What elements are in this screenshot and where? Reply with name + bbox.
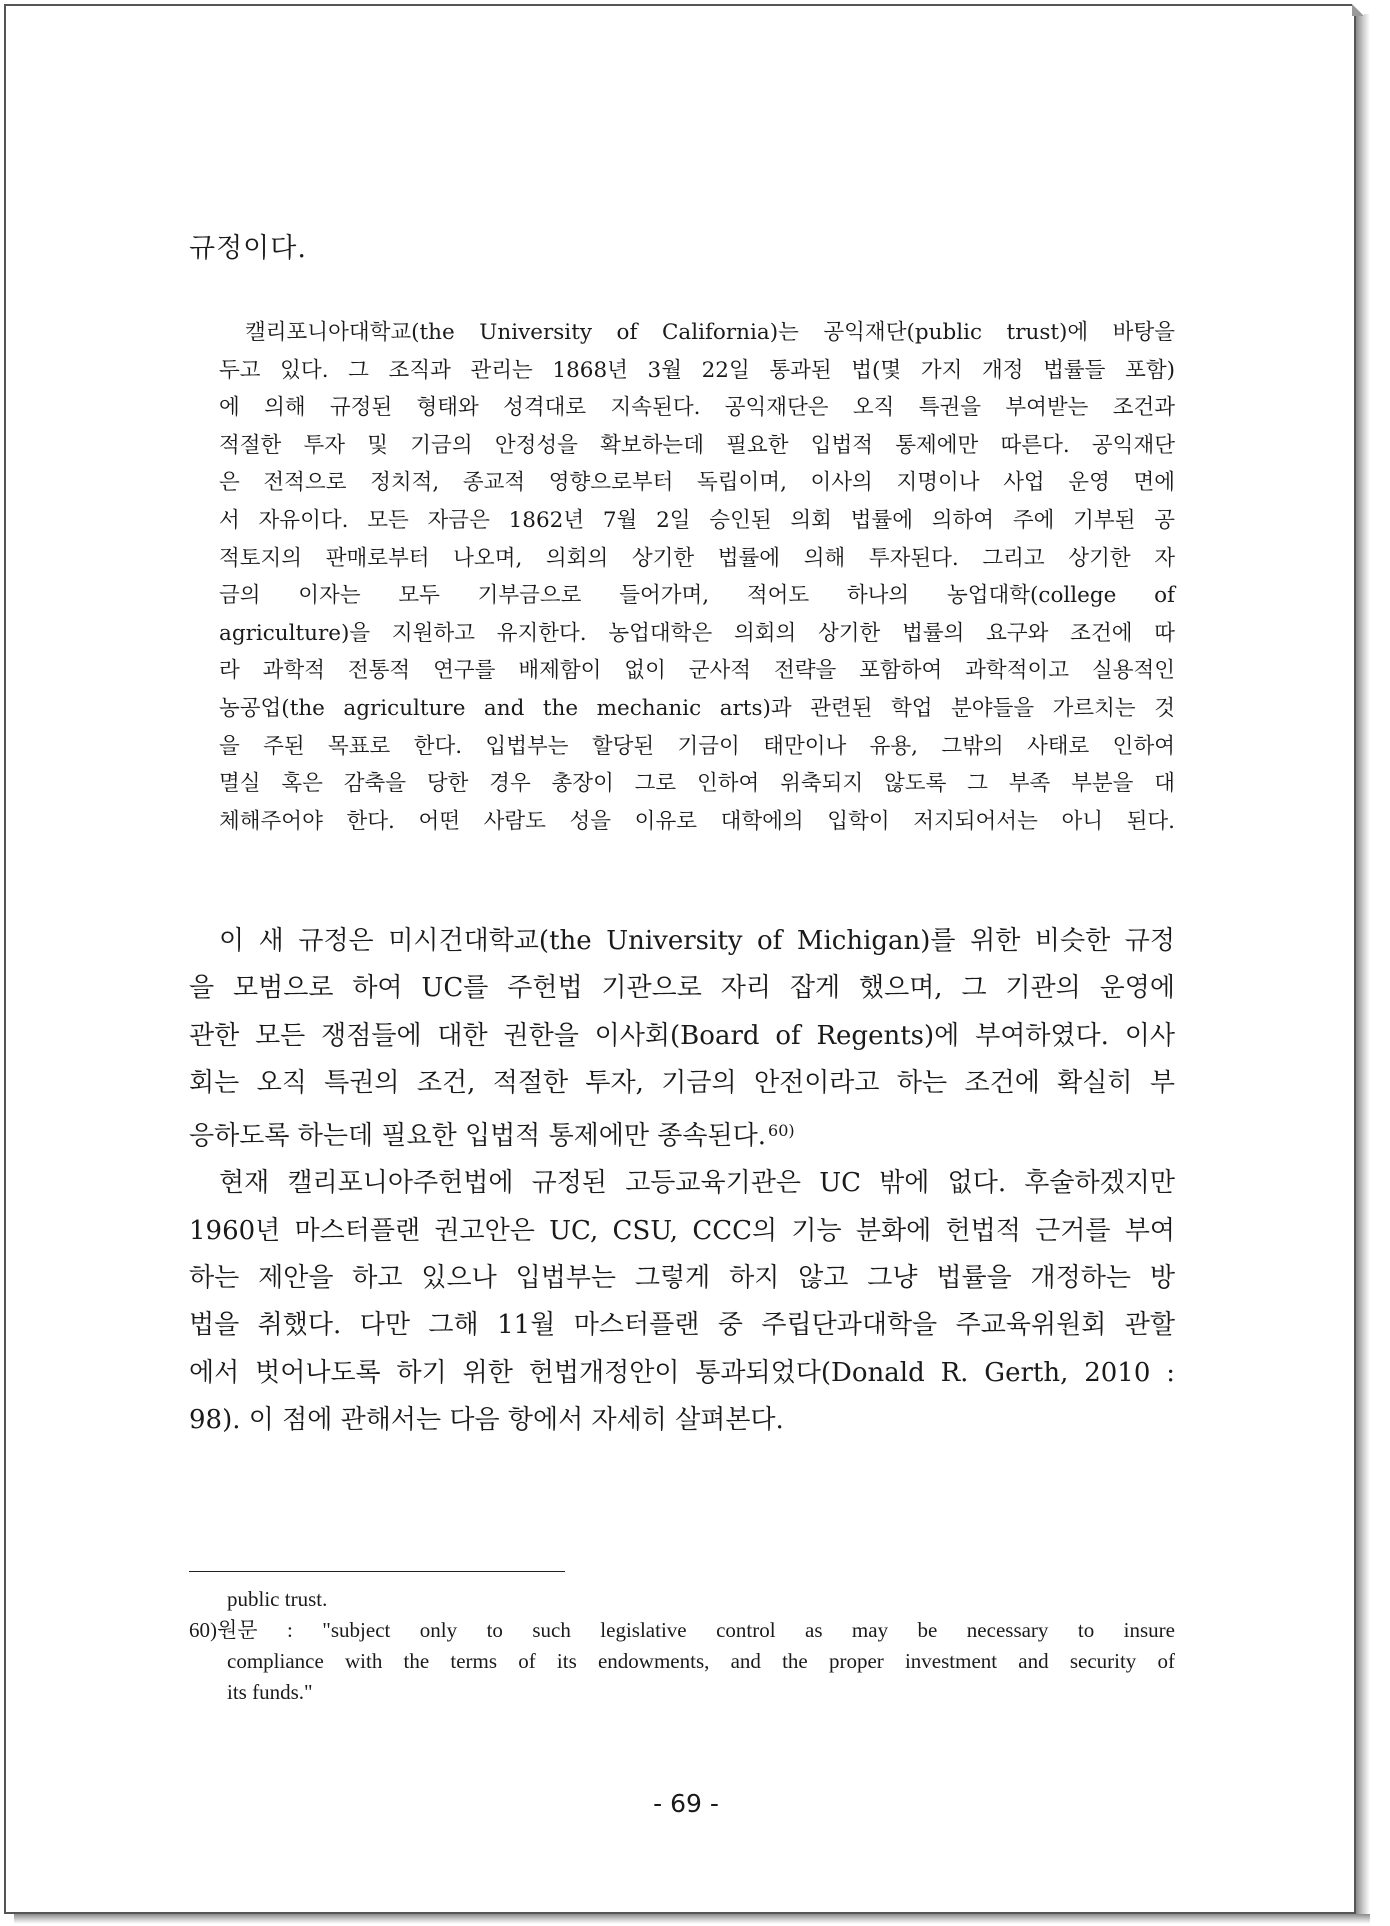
footnote-line: its funds." (227, 1680, 313, 1704)
page-corner-fold (1352, 4, 1364, 16)
footnotes (189, 1584, 1175, 1708)
quote-line: 을 주된 목표로 한다. 입법부는 할당된 기금이 태만이나 유용, 그밖의 사태로 인하여 (219, 733, 1175, 759)
body-line: 이 새 규정은 미시건대학교(the University of Michigan)를 위한 비슷한 규정 (219, 926, 1175, 956)
footnote-text: "subject only to such legislative control as may be necessary to insure (322, 1618, 1175, 1642)
body-line: 을 모범으로 하여 UC를 주헌법 기관으로 자리 잡게 했으며, 그 기관의 운영에 (189, 973, 1175, 1004)
quote-line: 체해주어야 한다. 어떤 사람도 성을 이유로 대학에의 입학이 저지되어서는 아니 된다. (219, 808, 1175, 834)
footnote-line: compliance with the terms of its endowments, and the proper investment and security of (227, 1649, 1175, 1673)
body-line-text: 응하도록 하는데 필요한 입법적 통제에만 종속된다. (189, 1121, 767, 1152)
quote-line: 캘리포니아대학교(the University of California)는 공익재단(public trust)에 바탕을 (245, 320, 1175, 345)
footnote-label: 60)원문 : (189, 1618, 323, 1642)
quote-line: 라 과학적 전통적 연구를 배제함이 없이 군사적 전략을 포함하여 과학적이고 실용적인 (219, 658, 1175, 684)
body-line: 하는 제안을 하고 있으나 입법부는 그렇게 하지 않고 그냥 법률을 개정하는 방 (189, 1263, 1175, 1294)
quote-line: 멸실 혹은 감축을 당한 경우 총장이 그로 인하여 위축되지 않도록 그 부족 부분을 대 (219, 771, 1175, 797)
body-line: 1960년 마스터플랜 권고안은 UC, CSU, CCC의 기능 분화에 헌법적 근거를 부여 (189, 1215, 1175, 1246)
page-shadow-bottom (14, 1914, 1370, 1924)
body-line (189, 1107, 1175, 1160)
page-number: - 69 - (653, 1789, 719, 1818)
quote-line: 은 전적으로 정치적, 종교적 영향으로부터 독립이며, 이사의 지명이나 사업 운영 면에 (219, 470, 1175, 496)
quoted-passage (219, 314, 1175, 840)
body-line: 회는 오직 특권의 조건, 적절한 투자, 기금의 안전이라고 하는 조건에 확실히 부 (189, 1067, 1175, 1098)
quote-line: 에 의해 규정된 형태와 성격대로 지속된다. 공익재단은 오직 특권을 부여받는 조건과 (219, 395, 1175, 421)
footnote-60 (189, 1615, 1175, 1646)
footnote-separator (189, 1571, 565, 1572)
body-line: 현재 캘리포니아주헌법에 규정된 고등교육기관은 UC 밖에 없다. 후술하겠지만 (219, 1168, 1175, 1199)
document-page (4, 4, 1356, 1914)
quote-line: 농공업(the agriculture and the mechanic arts)과 관련된 학업 분야들을 가르치는 것 (219, 695, 1175, 721)
page-shadow-right (1356, 14, 1370, 1918)
body-line: 에서 벗어나도록 하기 위한 헌법개정안이 통과되었다(Donald R. Gerth, 2010 : (189, 1357, 1175, 1388)
lead-line: 규정이다. (189, 233, 307, 264)
quote-line: 서 자유이다. 모든 자금은 1862년 7월 2일 승인된 의회 법률에 의하여 주에 기부된 공 (219, 507, 1175, 533)
quote-line: 적절한 투자 및 기금의 안정성을 확보하는데 필요한 입법적 통제에만 따른다. 공익재단 (219, 432, 1175, 458)
body-line: 법을 취했다. 다만 그해 11월 마스터플랜 중 주립단과대학을 주교육위원회 관할 (189, 1310, 1175, 1341)
body-line: 98). 이 점에 관해서는 다음 항에서 자세히 살펴본다. (189, 1404, 784, 1435)
quote-line: 적토지의 판매로부터 나오며, 의회의 상기한 법률에 의해 투자된다. 그리고 상기한 자 (219, 545, 1175, 571)
body-line: 관한 모든 쟁점들에 대한 권한을 이사회(Board of Regents)에 부여하였다. 이사 (189, 1020, 1175, 1051)
body-text (189, 918, 1175, 1444)
quote-line: agriculture)을 지원하고 유지한다. 농업대학은 의회의 상기한 법률의 요구와 조건에 따 (219, 620, 1175, 646)
footnote-continuation: public trust. (227, 1587, 328, 1611)
quote-line: 금의 이자는 모두 기부금으로 들어가며, 적어도 하나의 농업대학(college of (219, 583, 1175, 609)
quote-line: 두고 있다. 그 조직과 관리는 1868년 3월 22일 통과된 법(몇 가지 개정 법률들 포함) (219, 357, 1175, 383)
footnote-reference[interactable]: 60) (768, 1121, 795, 1141)
